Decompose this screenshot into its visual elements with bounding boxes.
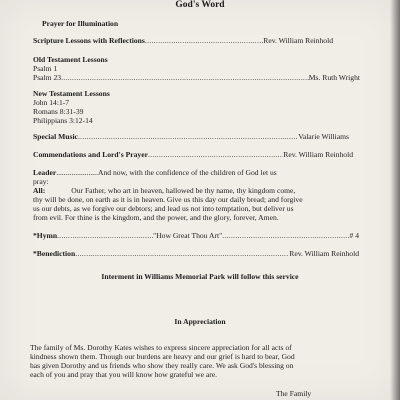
appreciation-heading: In Appreciation	[174, 317, 226, 326]
hymn-label: *Hymn	[33, 231, 58, 240]
old-testament-person: Ms. Ruth Wright	[308, 73, 360, 82]
page-title: God's Word	[175, 0, 225, 10]
interment-note: Interment in Williams Memorial Park will follow this service	[101, 272, 299, 281]
all-text: us our debts, as we forgive our debtors; and lead us not into temptation, but deliver us	[33, 204, 294, 213]
special-music-label: Special Music	[33, 132, 78, 141]
appreciation-signature: The Family	[276, 389, 312, 398]
old-testament-reading: Psalm 23	[33, 73, 62, 82]
all-text: from evil. For thine is the kingdom, and the power, and the glory, forever, Amen.	[33, 213, 279, 222]
benediction-label: *Benediction	[33, 249, 76, 258]
all-text: Our Father, who art in heaven, hallowed be thy name, thy kingdom come,	[71, 186, 296, 195]
commendations-label: Commendations and Lord's Prayer	[33, 150, 148, 159]
leader-dots	[61, 73, 309, 83]
special-music-person: Valarie Williams	[298, 132, 349, 141]
benediction-row	[33, 249, 359, 259]
old-testament-heading: Old Testament Lessons	[33, 55, 108, 64]
leader-text-cont: pray:	[33, 177, 49, 186]
old-testament-row	[33, 73, 360, 83]
commendations-row	[33, 150, 353, 160]
appreciation-text: has given Dorothy and us friends who show they really care. We ask God's blessing on	[30, 361, 294, 370]
appreciation-text: kindness shown them. Though our burdens are heavy and our grief is hard to bear, God	[30, 352, 295, 361]
all-text: thy will be done, on earth as it is in heaven. Give us this day our daily bread; and forgive	[33, 195, 303, 204]
hymn-title: "How Great Thou Art"	[153, 231, 223, 240]
new-testament-reading: Romans 8:31-39	[33, 107, 84, 116]
scripture-person: Rev. William Reinhold	[263, 36, 333, 45]
appreciation-text: The family of Ms. Dorothy Kates wishes to express sincere appreciation for all acts of	[30, 343, 292, 352]
page-edge-shadow	[390, 0, 400, 400]
scripture-row	[33, 36, 333, 46]
all-line: All: Our Father, who art in heaven, hallowed be thy name, thy kingdom come,	[33, 186, 296, 195]
hymn-number: # 4	[349, 231, 359, 240]
commendations-person: Rev. William Reinhold	[283, 150, 353, 159]
new-testament-reading: Philippians 3:12-14	[33, 116, 93, 125]
special-music-row	[33, 132, 349, 142]
leader-dots	[78, 132, 298, 142]
prayer-heading: Prayer for Illumination	[42, 19, 119, 28]
leader-dots	[57, 231, 153, 241]
appreciation-text: each of you and pray that you will know how grateful we are.	[30, 370, 218, 379]
leader-dots	[222, 231, 349, 241]
leader-label: Leader	[33, 168, 57, 177]
scripture-label: Scripture Lessons with Reflections	[33, 36, 145, 45]
leader-text: And now, with the confidence of the children of God let us	[97, 168, 277, 177]
leader-dots	[145, 36, 263, 46]
leader-dots	[75, 249, 289, 259]
benediction-person: Rev. William Reinhold	[289, 249, 359, 258]
old-testament-reading: Psalm 1	[33, 64, 58, 73]
new-testament-reading: John 14:1-7	[33, 98, 70, 107]
all-label: All	[33, 186, 43, 195]
hymn-row	[33, 231, 359, 241]
leader-line: Leader......................And now, with the confidence of the children of God let us	[33, 168, 277, 177]
new-testament-heading: New Testament Lessons	[33, 89, 110, 98]
leader-dots	[148, 150, 283, 160]
